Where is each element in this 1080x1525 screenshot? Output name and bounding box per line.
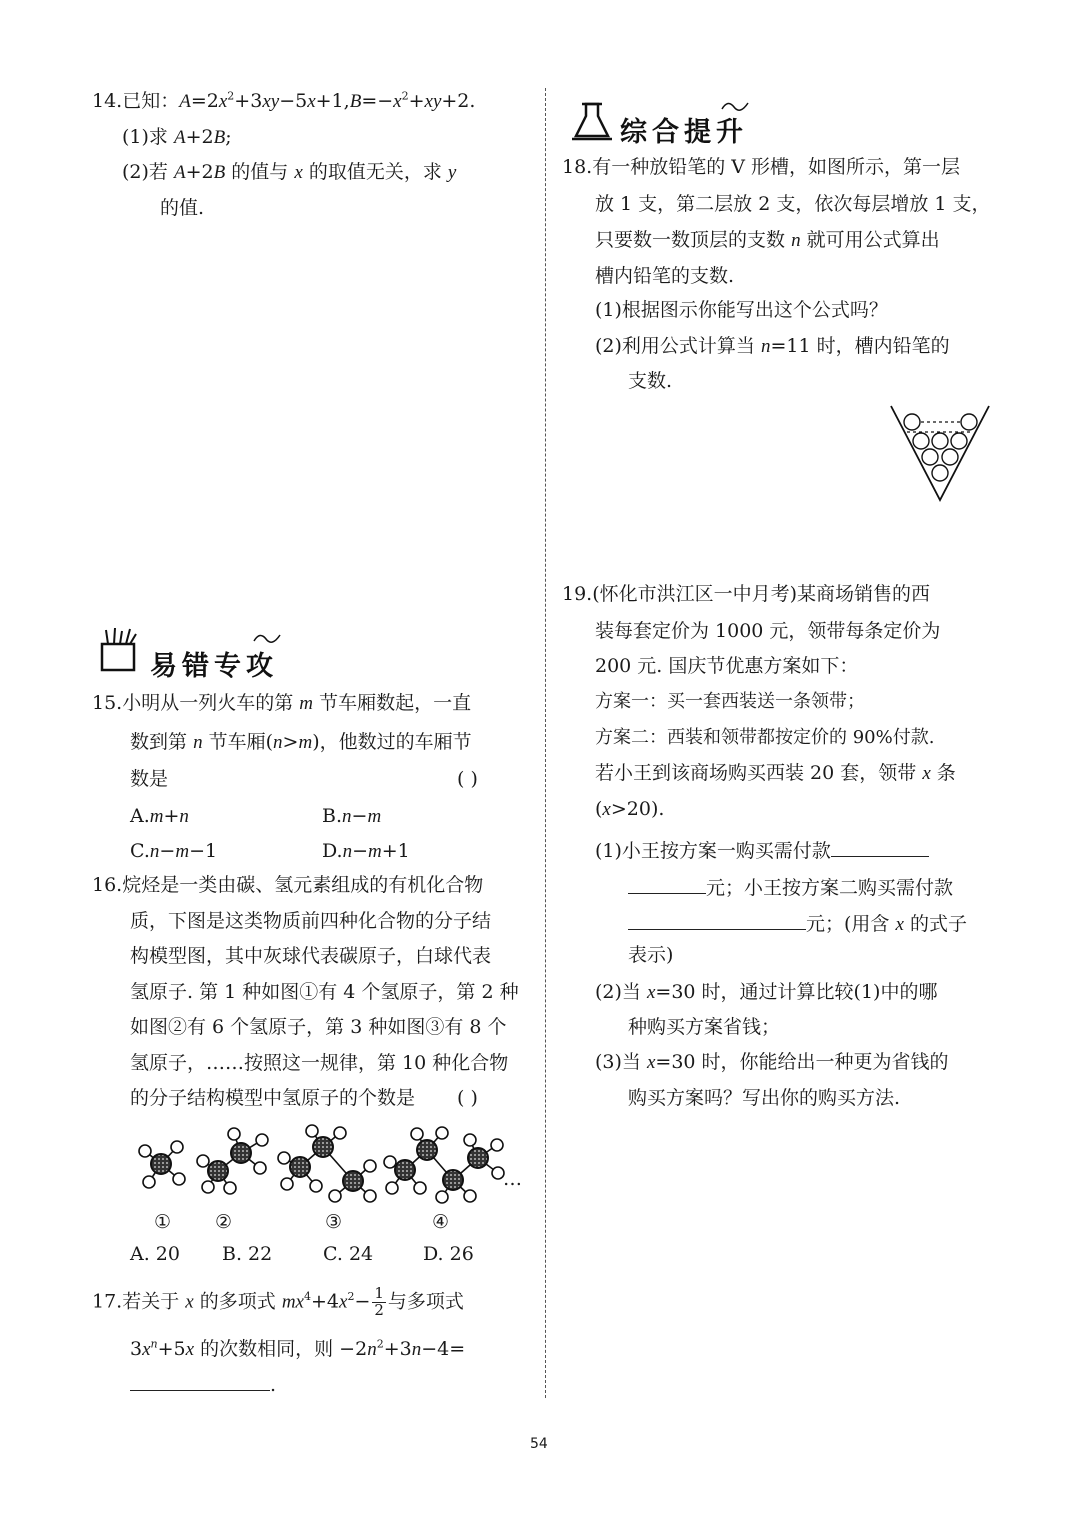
figure-label-2: ② [215,1211,233,1233]
q19-line2: 装每套定价为 1000 元，领带每条定价为 [595,620,941,642]
q14-part1: (1)求 A+2B; [122,126,232,148]
q19-part1-d: 的式子 [909,913,967,935]
q19-line1 [562,585,930,604]
q17-text2: 的多项式 [199,1290,276,1313]
q14-part1-text: 求 [148,126,168,148]
q14-formula-a: $A=2x^2+3xy-5x+1,B=-x^2+xy+2$. [179,89,476,112]
flask-icon [572,100,612,146]
q18-line4: 槽内铅笔的支数. [595,265,735,287]
q19-part1-b: 元；小王按方案二购买需付款 [706,877,954,899]
q16-option-d: D. 26 [423,1243,474,1265]
q15-line2-b: 节车厢( [208,731,274,753]
q19-part1-line1 [595,838,929,861]
q17-end: . [270,1374,277,1396]
q18-line2: 放 1 支，第二层放 2 支，依次每层增放 1 支， [595,193,991,215]
q17-text1: 若关于 [122,1290,180,1313]
q19-line1-text: (怀化市洪江区一中月考)某商场销售的西 [592,583,931,605]
q17-frac-num: 1 [374,1284,384,1302]
molecule-figure [130,1118,530,1212]
q18-part1: (1)根据图示你能写出这个公式吗？ [595,299,888,321]
q17-line1: 17.若关于 x 的多项式 $mx^4+4x^2-$ $\frac{1}{2}$ 与多项式 [92,1284,464,1319]
q14-stem-pre: 已知： [122,90,180,112]
q15-answer-paren: ( ) [457,768,478,790]
q15-option-b: B.n−m [322,805,382,827]
q16-number: 16. [92,874,123,896]
q17-number: 17. [92,1290,123,1313]
column-divider [545,88,546,1398]
q18-part2-end: 支数. [628,370,673,392]
decoration-swirl-icon [252,628,282,647]
q18-part2-b: 时，槽内铅笔的 [816,335,950,357]
q15-option-c-label: C. [130,840,150,862]
q19-part2-b: 时，通过计算比较(1)中的哪 [701,981,938,1003]
q16-line5: 如图②有 6 个氢原子，第 3 种如图③有 8 个 [130,1016,507,1038]
q19-part1-line2 [628,875,953,898]
q14-part2-text: 若 [148,161,168,183]
q17-frac-den: 2 [374,1300,384,1319]
q16-line4: 氢原子. 第 1 种如图①有 4 个氢原子，第 2 种 [130,981,519,1003]
q18-line1-text: 有一种放铅笔的 V 形槽，如图所示，第一层 [592,156,961,178]
q15-option-d-label: D. [322,840,343,862]
q15-option-a: A.m+n [130,805,189,827]
q18-part2-a: (2)利用公式计算当 [595,335,755,357]
q17-text3: 与多项式 [387,1290,464,1313]
q14-part1-label: (1) [122,126,149,148]
q15-line1: 15.小明从一列火车的第 m 节车厢数起，一直 [92,692,472,714]
q19-line3: 200 元. 国庆节优惠方案如下： [595,655,859,677]
page-number: 54 [530,1436,548,1452]
section-title-mistakes: 易错专攻 [150,651,278,682]
q19-part1-a: (1)小王按方案一购买需付款 [595,840,831,862]
q19-part3-b: 时，你能给出一种更为省钱的 [701,1051,949,1073]
q19-part2-a: (2)当 [595,981,641,1003]
q15-line1-a: 小明从一列火车的第 [122,692,294,714]
figure-label-4: ④ [432,1211,450,1233]
q19-part1-c: 元；(用含 [806,913,890,935]
q16-option-c: C. 24 [323,1243,374,1265]
q19-part2-line1: (2)当 x=30 时，通过计算比较(1)中的哪 [595,981,938,1003]
q14-part2-end: 的值. [160,197,205,219]
q16-option-a: A. 20 [130,1243,180,1265]
q19-blank-plan1-a[interactable] [831,838,929,857]
q16-option-b: B. 22 [222,1243,273,1265]
q15-line3: 数是 [130,768,169,790]
decoration-swirl-icon-2 [720,96,750,115]
q18-line3-b: 就可用公式算出 [806,229,940,251]
q16-answer-paren: ( ) [457,1087,478,1109]
q14-part2-label: (2) [122,161,149,183]
q14-part2: (2)若 A+2B 的值与 x 的取值无关，求 y [122,161,457,183]
q16-line7: 的分子结构模型中氢原子的个数是 [130,1087,416,1109]
figure-label-1: ① [154,1211,172,1233]
q19-part1-line3: 元；(用含 x 的式子 [628,911,967,934]
q18-line1 [562,158,960,177]
q16-line2: 质，下图是这类物质前四种化合物的分子结 [130,910,492,932]
q15-option-c: C.n−m−1 [130,840,218,862]
q16-line1 [92,876,483,895]
q16-line1-text: 烷烃是一类由碳、氢元素组成的有机化合物 [122,874,484,896]
q15-line2: 数到第 n 节车厢(n>m)，他数过的车厢节 [130,731,472,753]
q15-option-b-label: B. [322,805,343,827]
q19-plan1: 方案一：买一套西装送一条领带； [595,691,865,712]
q16-line3: 构模型图，其中灰球代表碳原子，白球代表 [130,945,492,967]
q19-part3-line1: (3)当 x=30 时，你能给出一种更为省钱的 [595,1051,949,1073]
q15-option-a-label: A. [130,805,150,827]
q19-part3-a: (3)当 [595,1051,641,1073]
q15-line2-a: 数到第 [130,731,188,753]
q16-line6: 氢原子，……按照这一规律，第 10 种化合物 [130,1052,509,1074]
q19-part2-line2: 种购买方案省钱； [628,1016,781,1038]
q14-part2-mid: 的值与 [231,161,289,183]
q17-answer-line [130,1372,276,1395]
q15-number: 15. [92,692,123,714]
q14-part2-tail: 的取值无关，求 [308,161,442,183]
q15-line1-b: 节车厢数起，一直 [319,692,472,714]
q19-condition-close: ) [650,798,659,820]
q19-part1-line4: 表示) [628,944,674,966]
q14-number: 14. [92,90,123,112]
q19-plan2: 方案二：西装和领带都按定价的 90%付款. [595,727,935,748]
q19-number: 19. [562,583,593,605]
q19-buy: 若小王到该商场购买西装 20 套，领带 x 条 [595,762,956,784]
q18-part2: (2)利用公式计算当 n=11 时，槽内铅笔的 [595,335,950,357]
q17-blank[interactable] [130,1372,270,1391]
q18-line3: 只要数一数顶层的支数 n 就可用公式算出 [595,229,940,251]
q15-option-d: D.n−m+1 [322,840,410,862]
q18-line3-a: 只要数一数顶层的支数 [595,229,786,251]
pencil-cup-icon [98,626,142,678]
q17-line2: $3x^n+5x$ 的次数相同，则 $-2n^2+3n-4=$ [130,1337,466,1360]
q14-stem [92,89,476,112]
q19-buy-text: 若小王到该商场购买西装 20 套，领带 [595,762,917,784]
section-title-improve: 综合提升 [620,117,748,148]
molecule-ellipsis: … [503,1168,522,1190]
q19-condition: (x>20). [595,798,665,820]
q15-line2-c: )，他数过的车厢节 [312,731,472,753]
q18-number: 18. [562,156,593,178]
figure-label-3: ③ [325,1211,343,1233]
q17-fraction [372,1286,386,1319]
q19-blank-plan2[interactable] [628,911,806,930]
q19-blank-plan1-b[interactable] [628,875,706,894]
q19-buy-end: 条 [936,762,956,784]
q19-part3-line2: 购买方案吗？写出你的购买方法. [628,1087,901,1109]
v-trough-figure [885,402,995,508]
q17-text4: 的次数相同，则 [200,1338,334,1360]
